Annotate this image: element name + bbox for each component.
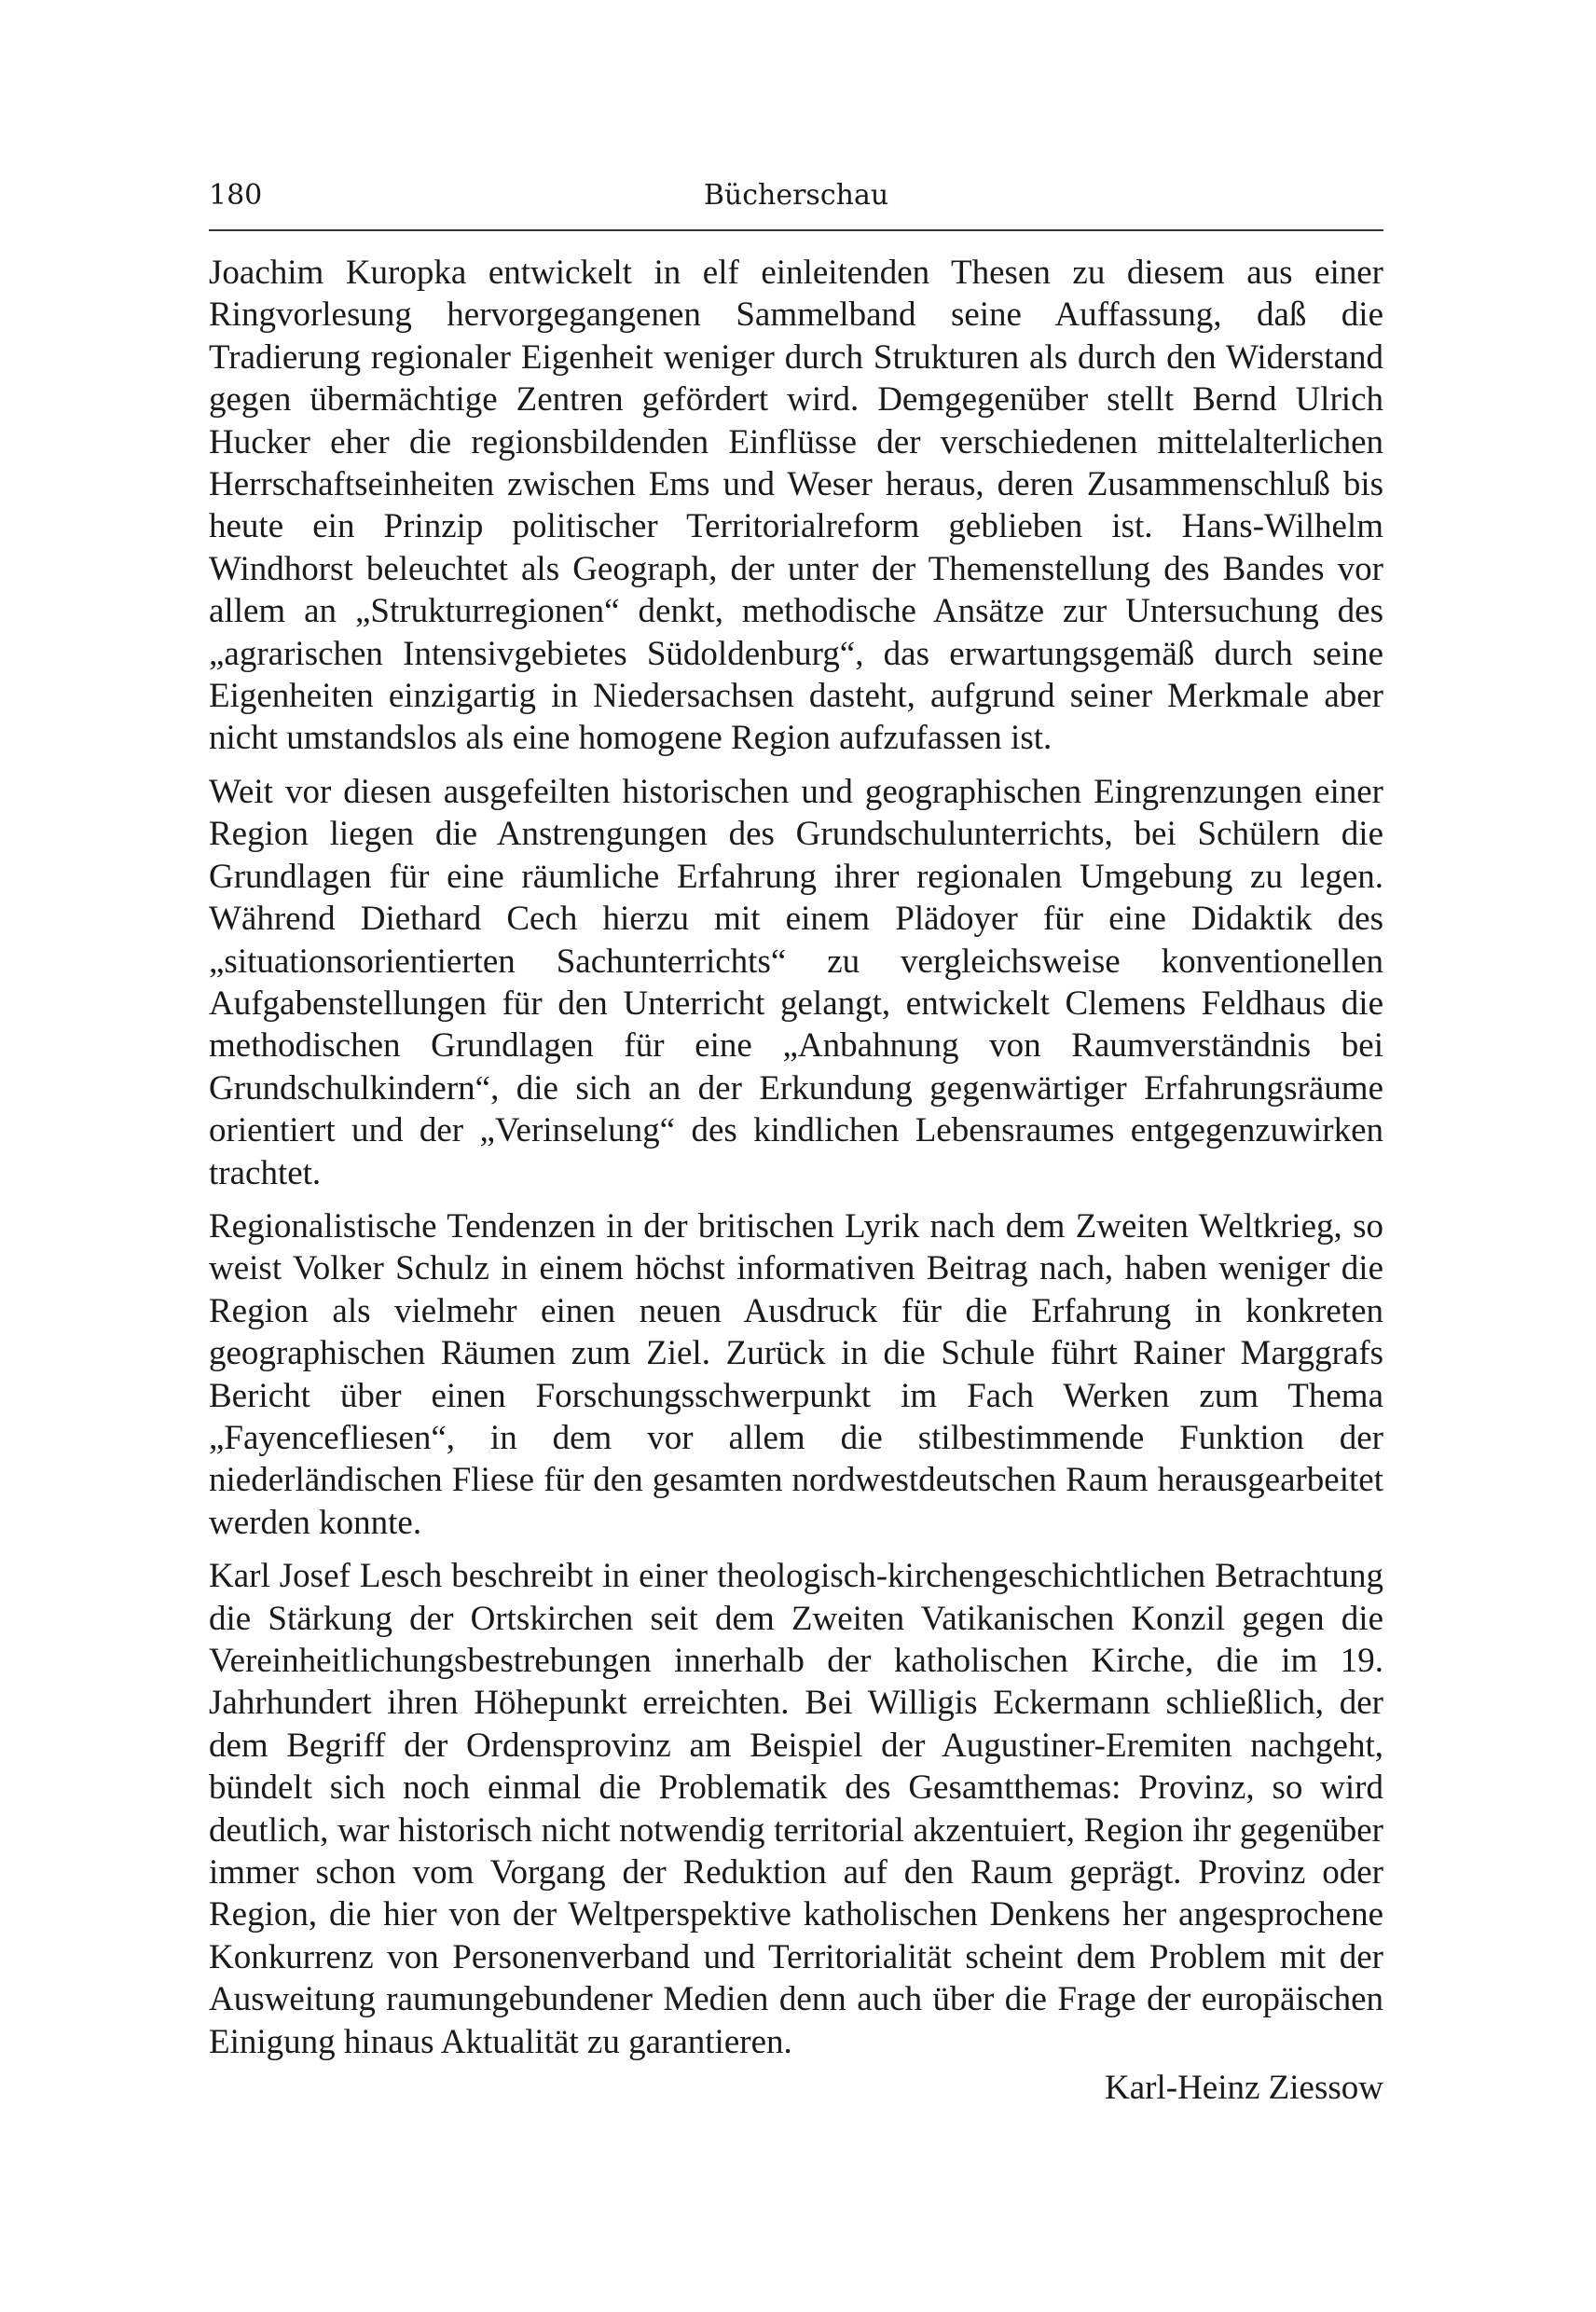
running-title: Bücherschau xyxy=(703,179,889,212)
paragraph-1: Joachim Kuropka entwickelt in elf einleitenden Thesen zu diesem aus einer Ringvorlesung hervorgegangenen Sammelband seine Auffassung, daß die Tradierung regionaler Eigenheit weniger durch Strukturen als durch den Widerstand gegen übermächtige Zentren gefördert wird. Demgegenüber stellt Bernd Ulrich Hucker eher die regionsbildenden Einflüsse der verschiedenen mittelalterlichen Herrschaftseinheiten zwischen Ems und Weser heraus, deren Zusammenschluß bis heute ein Prinzip politischer Territorialreform geblieben ist. Hans-Wilhelm Windhorst beleuchtet als Geograph, der unter der Themenstellung des Bandes vor allem an „Strukturregionen“ denkt, methodische Ansätze zur Untersuchung des „agrarischen Intensivgebietes Südoldenburg“, das erwartungsgemäß durch seine Eigenheiten einzigartig in Niedersachsen dasteht, aufgrund seiner Merkmale aber nicht umstandslos als eine homogene Region aufzufassen ist. xyxy=(209,254,1383,758)
paragraph-3: Regionalistische Tendenzen in der britischen Lyrik nach dem Zweiten Weltkrieg, so weist Volker Schulz in einem höchst informativen Beitrag nach, haben weniger die Region als vielmehr einen neuen Ausdruck für die Erfahrung in konkreten geographischen Räumen zum Ziel. Zurück in die Schule führt Rainer Marggrafs Bericht über einen Forschungsschwerpunkt im Fach Werken zum Thema „Fayencefliesen“, in dem vor allem die stilbestimmende Funktion der niederländischen Fliese für den gesamten nordwestdeutschen Raum herausgearbeitet werden konnte. xyxy=(209,1206,1383,1542)
page-number: 180 xyxy=(209,179,263,212)
paragraph-2: Weit vor diesen ausgefeilten historischen und geographischen Eingrenzungen einer Region liegen die Anstrengungen des Grundschulunterrichts, bei Schülern die Grundlagen für eine räumliche Erfahrung ihrer regionalen Umgebung zu legen. Während Diethard Cech hierzu mit einem Plädoyer für eine Didaktik des „situationsorientierten Sachunterrichts“ zu vergleichsweise konventionellen Aufgabenstellungen für den Unterricht gelangt, entwickelt Clemens Feldhaus die methodischen Grundlagen für eine „Anbahnung von Raumverständnis bei Grundschulkindern“, die sich an der Erkundung gegenwärtiger Erfahrungsräume orientiert und der „Verinselung“ des kindlichen Lebensraumes entgegenzuwirken trachtet. xyxy=(209,772,1383,1192)
body-text xyxy=(209,252,1383,2063)
author-signature: Karl-Heinz Ziessow xyxy=(1105,2069,1383,2108)
header-rule xyxy=(209,229,1383,231)
document-page xyxy=(209,177,1383,2109)
paragraph-4: Karl Josef Lesch beschreibt in einer theologisch-kirchengeschichtlichen Betrachtung die Stärkung der Ortskirchen seit dem Zweiten Vatikanischen Konzil gegen die Vereinheitlichungsbestrebungen innerhalb der katholischen Kirche, die im 19. Jahrhundert ihren Höhepunkt erreichten. Bei Willigis Eckermann schließlich, der dem Begriff der Ordensprovinz am Beispiel der Augustiner-Eremiten nachgeht, bündelt sich noch einmal die Problematik des Gesamtthemas: Provinz, so wird deutlich, war historisch nicht notwendig territorial akzentuiert, Region ihr gegenüber immer schon vom Vorgang der Reduktion auf den Raum geprägt. Provinz oder Region, die hier von der Weltperspektive katholischen Denkens her angesprochene Konkurrenz von Personenverband und Territorialität scheint dem Problem mit der Ausweitung raumungebundener Medien denn auch über die Frage der europäischen Einigung hinaus Aktualität zu garantieren. xyxy=(209,1557,1383,2061)
running-head xyxy=(209,177,1383,229)
